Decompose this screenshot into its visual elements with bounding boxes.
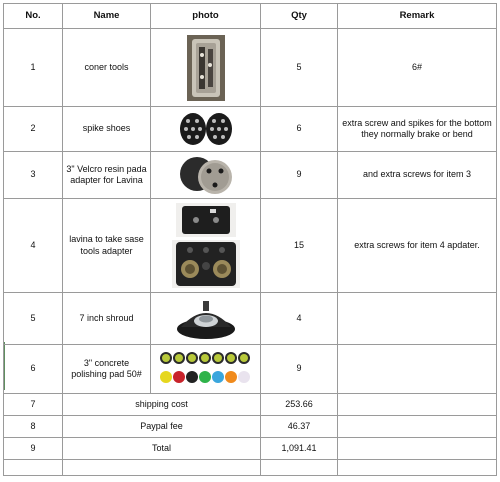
cell-value xyxy=(261,460,338,476)
cell-remark xyxy=(338,460,497,476)
table-row xyxy=(4,199,497,293)
cell-name: 7 inch shroud xyxy=(63,293,151,345)
cell-remark xyxy=(338,293,497,345)
header-remark: Remark xyxy=(338,4,497,29)
cell-qty: 9 xyxy=(261,345,338,394)
cell-remark: extra screws for item 4 apdater. xyxy=(338,199,497,293)
summary-row xyxy=(4,394,497,416)
cell-remark xyxy=(338,416,497,438)
header-qty: Qty xyxy=(261,4,338,29)
cell-photo xyxy=(151,199,261,293)
table-row xyxy=(4,107,497,152)
cell-value: 1,091.41 xyxy=(261,438,338,460)
header-row xyxy=(4,4,497,29)
table-row xyxy=(4,345,497,394)
empty-row xyxy=(4,460,497,476)
table-row xyxy=(4,152,497,199)
cell-no: 2 xyxy=(4,107,63,152)
cell-no: 7 xyxy=(4,394,63,416)
cell-qty: 5 xyxy=(261,29,338,107)
cell-label xyxy=(63,460,261,476)
summary-row xyxy=(4,416,497,438)
cell-qty: 6 xyxy=(261,107,338,152)
cell-name: 3" concrete polishing pad 50# xyxy=(63,345,151,394)
cell-no: 6 xyxy=(4,345,63,394)
cell-no: 9 xyxy=(4,438,63,460)
cell-remark xyxy=(338,345,497,394)
spike-shoes-photo xyxy=(177,111,235,147)
header-no: No. xyxy=(4,4,63,29)
cell-remark xyxy=(338,394,497,416)
cell-remark: and extra screws for item 3 xyxy=(338,152,497,199)
cell-label: Paypal fee xyxy=(63,416,261,438)
cell-remark: 6# xyxy=(338,29,497,107)
coner-tools-photo xyxy=(187,35,225,101)
cell-no xyxy=(4,460,63,476)
cell-value: 253.66 xyxy=(261,394,338,416)
cell-label: Total xyxy=(63,438,261,460)
cell-qty: 4 xyxy=(261,293,338,345)
cell-photo xyxy=(151,152,261,199)
cell-no: 5 xyxy=(4,293,63,345)
cell-label: shipping cost xyxy=(63,394,261,416)
cell-no: 4 xyxy=(4,199,63,293)
cell-no: 1 xyxy=(4,29,63,107)
header-name: Name xyxy=(63,4,151,29)
cell-no: 8 xyxy=(4,416,63,438)
cell-name: spike shoes xyxy=(63,107,151,152)
summary-row xyxy=(4,438,497,460)
cell-name: lavina to take sase tools adapter xyxy=(63,199,151,293)
cell-no: 3 xyxy=(4,152,63,199)
cell-remark: extra screw and spikes for the bottom they normally brake or bend xyxy=(338,107,497,152)
cell-name: coner tools xyxy=(63,29,151,107)
cell-photo xyxy=(151,345,261,394)
table-row xyxy=(4,293,497,345)
cell-value: 46.37 xyxy=(261,416,338,438)
velcro-adapter-photo xyxy=(178,155,234,195)
cell-photo xyxy=(151,293,261,345)
header-photo: photo xyxy=(151,4,261,29)
order-table xyxy=(3,3,497,476)
cell-remark xyxy=(338,438,497,460)
cell-qty: 15 xyxy=(261,199,338,293)
lavina-adapter-photo xyxy=(170,202,242,290)
cell-photo xyxy=(151,29,261,107)
cell-photo xyxy=(151,107,261,152)
cell-name: 3" Velcro resin pada adapter for Lavina xyxy=(63,152,151,199)
polishing-pads-photo xyxy=(158,349,254,389)
cell-qty: 9 xyxy=(261,152,338,199)
table-row xyxy=(4,29,497,107)
shroud-photo xyxy=(175,297,237,341)
